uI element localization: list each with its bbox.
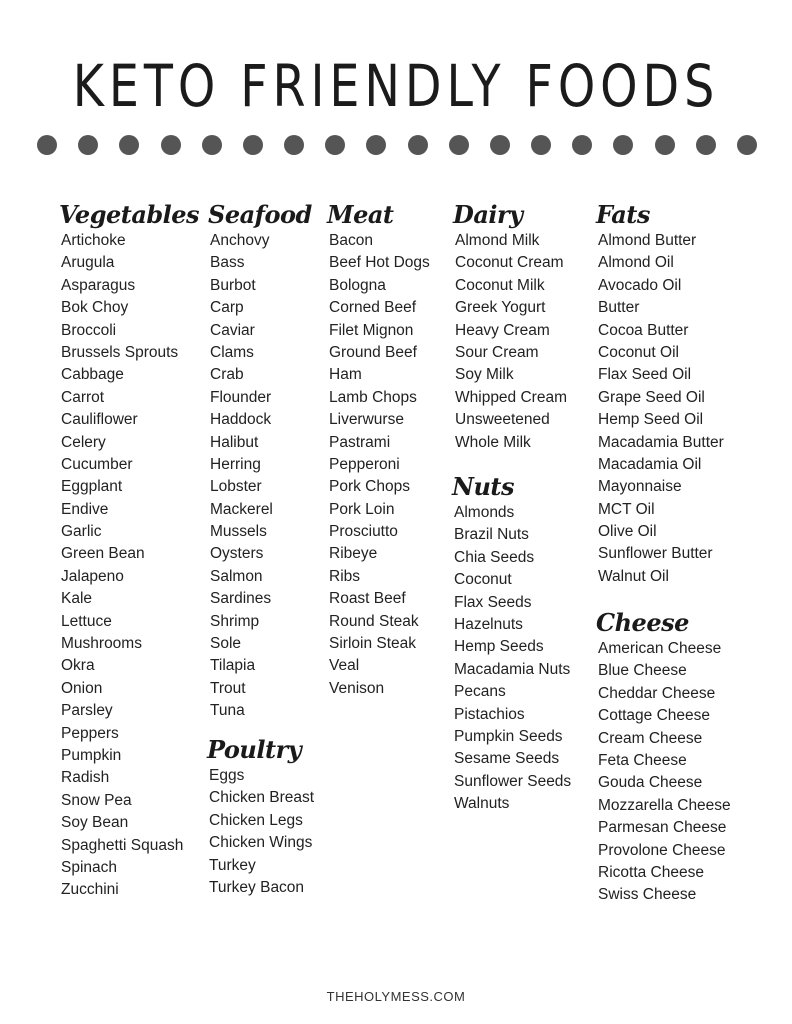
list-item: Flax Seed Oil — [598, 366, 692, 384]
list-item: Mackerel — [210, 500, 273, 518]
vegetables-heading: Vegetables — [59, 200, 200, 229]
list-item: Cucumber — [61, 455, 133, 473]
divider-dot — [531, 135, 551, 155]
divider-dot — [613, 135, 633, 155]
list-item: Chicken Legs — [209, 811, 303, 829]
list-item: Almond Oil — [598, 254, 674, 272]
page-title: KETO FRIENDLY FOODS — [72, 52, 720, 120]
list-item: Ribeye — [329, 545, 378, 563]
list-item: Celery — [61, 433, 106, 451]
list-item: Mushrooms — [61, 635, 142, 653]
list-item: Endive — [61, 500, 109, 518]
divider-dot — [449, 135, 469, 155]
list-item: Arugula — [61, 254, 115, 272]
divider-dot — [737, 135, 757, 155]
list-item: Greek Yogurt — [455, 299, 546, 317]
list-item: Cream Cheese — [598, 729, 703, 747]
list-item: Feta Cheese — [598, 751, 687, 769]
list-item: Spinach — [61, 858, 118, 876]
list-item: Roast Beef — [329, 590, 406, 608]
list-item: Snow Pea — [61, 791, 132, 809]
list-item: Sardines — [210, 590, 272, 608]
list-item: Pumpkin Seeds — [454, 727, 563, 745]
list-item: Brussels Sprouts — [61, 343, 179, 361]
dot-divider — [37, 135, 757, 155]
list-item: Oysters — [210, 545, 264, 563]
footer-website: THEHOLYMESS.COM — [326, 989, 466, 1004]
list-item: Macadamia Oil — [598, 455, 702, 473]
list-item: Brazil Nuts — [454, 526, 529, 544]
list-item: Sunflower Seeds — [454, 772, 572, 790]
list-item: Coconut Cream — [455, 254, 564, 272]
list-item: Tilapia — [210, 657, 256, 675]
nuts-section — [452, 472, 571, 815]
list-item: Avocado Oil — [598, 276, 682, 294]
list-item: Tuna — [210, 702, 245, 720]
list-item: Round Steak — [329, 612, 419, 630]
vegetables-list — [59, 230, 199, 902]
list-item: Asparagus — [61, 276, 136, 294]
list-item: Artichoke — [61, 232, 126, 249]
meat-list — [327, 230, 430, 700]
list-item: Burbot — [210, 276, 256, 294]
list-item: Lobster — [210, 478, 262, 496]
list-item: Cocoa Butter — [598, 321, 689, 339]
list-item: Parmesan Cheese — [598, 819, 727, 837]
list-item: Chia Seeds — [454, 548, 535, 566]
list-item: Caviar — [210, 321, 255, 339]
list-item: Pumpkin — [61, 746, 122, 764]
list-item: Spaghetti Squash — [61, 836, 184, 854]
divider-dot — [696, 135, 716, 155]
list-item: Pistachios — [454, 705, 525, 723]
list-item: Butter — [598, 299, 640, 317]
list-item: Hemp Seeds — [454, 638, 544, 656]
list-item: Coconut Milk — [455, 276, 545, 294]
list-item: Corned Beef — [329, 299, 417, 317]
dairy-heading: Dairy — [453, 200, 523, 229]
nuts-heading: Nuts — [452, 472, 514, 501]
list-item: Cabbage — [61, 366, 124, 384]
list-item: Carrot — [61, 388, 105, 406]
meat-section — [327, 200, 430, 700]
list-item: Turkey Bacon — [209, 878, 305, 896]
list-item: Bass — [210, 254, 245, 272]
fats-section — [596, 200, 724, 588]
list-item: Swiss Cheese — [598, 886, 697, 904]
seafood-heading: Seafood — [208, 200, 312, 229]
list-item: Pastrami — [329, 433, 391, 451]
fats-list — [596, 230, 724, 588]
divider-dot — [408, 135, 428, 155]
cheese-section — [596, 608, 731, 907]
list-item: Almond Butter — [598, 232, 697, 249]
list-item: Heavy Cream — [455, 321, 550, 339]
list-item: Liverwurse — [329, 411, 404, 429]
list-item: Macadamia Butter — [598, 433, 724, 451]
list-item: Clams — [210, 343, 254, 361]
list-item: Salmon — [210, 567, 263, 585]
list-item: MCT Oil — [598, 500, 655, 518]
list-item: Prosciutto — [329, 523, 398, 541]
fats-heading: Fats — [596, 200, 650, 229]
list-item: Pepperoni — [329, 455, 400, 473]
list-item: Unsweetened — [455, 411, 550, 429]
list-item: Broccoli — [61, 321, 117, 339]
dairy-list — [453, 230, 567, 454]
list-item: Mayonnaise — [598, 478, 682, 496]
nuts-list — [452, 502, 571, 815]
list-item: Ham — [329, 366, 362, 384]
list-item: Sirloin Steak — [329, 635, 417, 653]
list-item: Coconut — [454, 571, 512, 589]
list-item: Chicken Wings — [209, 834, 313, 852]
list-item: Onion — [61, 679, 103, 697]
list-item: Garlic — [61, 523, 102, 541]
list-item: Olive Oil — [598, 523, 657, 541]
list-item: Mussels — [210, 523, 267, 541]
divider-dot — [37, 135, 57, 155]
dairy-section — [453, 200, 567, 454]
list-item: Cauliflower — [61, 411, 138, 429]
list-item: Peppers — [61, 724, 119, 742]
list-item: Eggplant — [61, 478, 123, 496]
list-item: Sesame Seeds — [454, 750, 560, 768]
list-item: Okra — [61, 657, 95, 675]
divider-dot — [119, 135, 139, 155]
list-item: Provolone Cheese — [598, 841, 726, 859]
list-item: Almond Milk — [455, 232, 540, 249]
list-item: Halibut — [210, 433, 259, 451]
list-item: Gouda Cheese — [598, 774, 703, 792]
list-item: Sunflower Butter — [598, 545, 713, 563]
list-item: Ricotta Cheese — [598, 863, 704, 881]
divider-dot — [202, 135, 222, 155]
list-item: Almonds — [454, 504, 515, 521]
list-item: Walnut Oil — [598, 567, 669, 585]
list-item: Beef Hot Dogs — [329, 254, 430, 272]
list-item: Cottage Cheese — [598, 707, 711, 725]
poultry-heading: Poultry — [207, 735, 302, 764]
list-item: Carp — [210, 299, 244, 317]
list-item: Cheddar Cheese — [598, 684, 716, 702]
list-item: Lettuce — [61, 612, 112, 630]
divider-dot — [78, 135, 98, 155]
list-item: Parsley — [61, 702, 113, 720]
list-item: Blue Cheese — [598, 662, 687, 680]
list-item: Eggs — [209, 767, 245, 784]
seafood-section — [208, 200, 312, 723]
list-item: Pecans — [454, 683, 506, 701]
divider-dot — [572, 135, 592, 155]
list-item: Lamb Chops — [329, 388, 417, 406]
list-item: Turkey — [209, 856, 256, 874]
list-item: Whipped Cream — [455, 388, 567, 406]
list-item: Green Bean — [61, 545, 145, 563]
list-item: Anchovy — [210, 232, 270, 249]
list-item: Venison — [329, 679, 385, 697]
divider-dot — [366, 135, 386, 155]
list-item: Herring — [210, 455, 261, 473]
divider-dot — [243, 135, 263, 155]
list-item: Trout — [210, 679, 246, 697]
list-item: Jalapeno — [61, 567, 124, 585]
seafood-list — [208, 230, 312, 723]
meat-heading: Meat — [327, 200, 394, 229]
list-item: Radish — [61, 769, 110, 787]
list-item: Chicken Breast — [209, 789, 315, 807]
list-item: Soy Milk — [455, 366, 514, 384]
divider-dot — [284, 135, 304, 155]
cheese-list — [596, 638, 731, 907]
poultry-list — [207, 765, 314, 899]
list-item: Hazelnuts — [454, 615, 523, 633]
list-item: Grape Seed Oil — [598, 388, 705, 406]
vegetables-section — [59, 200, 199, 902]
list-item: Pork Chops — [329, 478, 410, 496]
list-item: Pork Loin — [329, 500, 395, 518]
list-item: Bok Choy — [61, 299, 129, 317]
list-item: Flounder — [210, 388, 272, 406]
list-item: Coconut Oil — [598, 343, 679, 361]
poultry-section — [207, 735, 314, 899]
list-item: Kale — [61, 590, 93, 608]
list-item: Bologna — [329, 276, 386, 294]
list-item: Filet Mignon — [329, 321, 414, 339]
divider-dot — [655, 135, 675, 155]
list-item: Ground Beef — [329, 343, 417, 361]
list-item: Walnuts — [454, 795, 510, 813]
list-item: Crab — [210, 366, 244, 384]
list-item: Soy Bean — [61, 814, 129, 832]
list-item: Sole — [210, 635, 242, 653]
list-item: Mozzarella Cheese — [598, 796, 731, 814]
list-item: Zucchini — [61, 881, 119, 899]
divider-dot — [161, 135, 181, 155]
cheese-heading: Cheese — [596, 608, 689, 637]
divider-dot — [490, 135, 510, 155]
list-item: Hemp Seed Oil — [598, 411, 704, 429]
list-item: Sour Cream — [455, 343, 539, 361]
list-item: Veal — [329, 657, 360, 675]
list-item: Bacon — [329, 232, 373, 249]
divider-dot — [325, 135, 345, 155]
list-item: American Cheese — [598, 640, 722, 657]
list-item: Flax Seeds — [454, 593, 532, 611]
list-item: Ribs — [329, 567, 361, 585]
list-item: Whole Milk — [455, 433, 531, 451]
list-item: Shrimp — [210, 612, 260, 630]
list-item: Macadamia Nuts — [454, 660, 571, 678]
list-item: Haddock — [210, 411, 272, 429]
